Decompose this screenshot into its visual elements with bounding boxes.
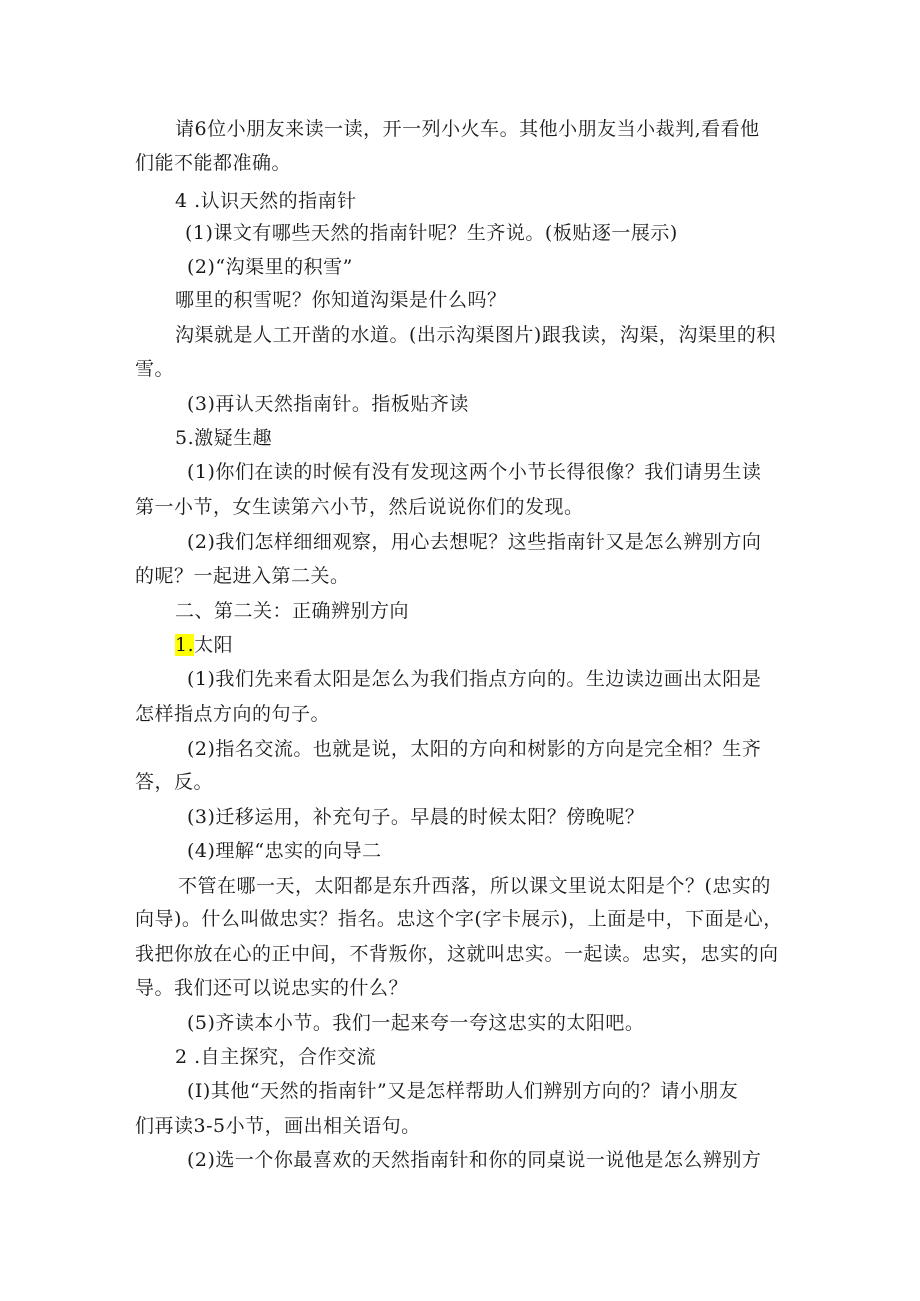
paragraph-line: (1)课文有哪些天然的指南针呢？生齐说。(板贴逐一展示) — [185, 222, 678, 244]
paragraph-line: 的呢？一起进入第二关。 — [135, 565, 350, 587]
paragraph-line: (2)我们怎样细细观察，用心去想呢？这些指南针又是怎么辨别方向 — [187, 531, 762, 553]
section-heading — [175, 632, 233, 658]
paragraph-line: 我把你放在心的正中间，不背叛你，这就叫忠实。一起读。忠实，忠实的向 — [135, 943, 779, 965]
section-heading: 二、第二关：正确辨别方向 — [175, 600, 410, 622]
section-heading: 4 .认识天然的指南针 — [175, 190, 357, 212]
paragraph-line: (3)迁移运用，补充句子。早晨的时候太阳？傍晚呢？ — [187, 806, 645, 828]
paragraph-line: (4)理解“忠实的向导二 — [187, 840, 382, 862]
paragraph-line: 怎样指点方向的句子。 — [135, 703, 331, 725]
heading-text: 太阳 — [194, 634, 234, 656]
paragraph-line: 哪里的积雪呢？你知道沟渠是什么吗？ — [175, 289, 507, 311]
paragraph-line: (3)再认天然指南针。指板贴齐读 — [187, 393, 469, 415]
paragraph-line: (1)我们先来看太阳是怎么为我们指点方向的。生边读边画出太阳是 — [187, 668, 762, 690]
paragraph-line: 们能不能都准确。 — [135, 152, 292, 174]
paragraph-line: (2)选一个你最喜欢的天然指南针和你的同桌说一说他是怎么辨别方 — [187, 1149, 762, 1171]
paragraph-line: (2)“沟渠里的积雪” — [187, 256, 353, 278]
paragraph-line: (2)指名交流。也就是说，太阳的方向和树影的方向是完全相？生齐 — [187, 738, 762, 760]
section-heading: 5.激疑生趣 — [175, 427, 273, 449]
paragraph-line: 沟渠就是人工开凿的水道。(出示沟渠图片)跟我读，沟渠，沟渠里的积 — [175, 324, 776, 346]
section-heading: 2 .自主探究，合作交流 — [175, 1046, 377, 1068]
paragraph-line: 答，反。 — [135, 771, 214, 793]
paragraph-line: (5)齐读本小节。我们一起来夸一夸这忠实的太阳吧。 — [187, 1012, 645, 1034]
paragraph-line: 不管在哪一天，太阳都是东升西落，所以课文里说太阳是个？(忠实的 — [178, 875, 771, 897]
paragraph-line: 导。我们还可以说忠实的什么？ — [135, 977, 409, 999]
paragraph-line: 雪。 — [135, 358, 175, 380]
paragraph-line: 第一小节，女生读第六小节，然后说说你们的发现。 — [135, 496, 584, 518]
paragraph-line: 们再读3-5小节，画出相关语句。 — [135, 1115, 421, 1137]
paragraph-line: 向导)。什么叫做忠实？指名。忠这个字(字卡展示)，上面是中，下面是心， — [135, 908, 783, 930]
paragraph-line: (1)你们在读的时候有没有发现这两个小节长得很像？我们请男生读 — [187, 461, 762, 483]
paragraph-line: 请6位小朋友来读一读，开一列小火车。其他小朋友当小裁判,看看他 — [175, 118, 760, 140]
highlighted-number: 1. — [175, 634, 195, 656]
paragraph-line: (I)其他“天然的指南针”又是怎样帮助人们辨别方向的？请小朋友 — [187, 1080, 739, 1102]
